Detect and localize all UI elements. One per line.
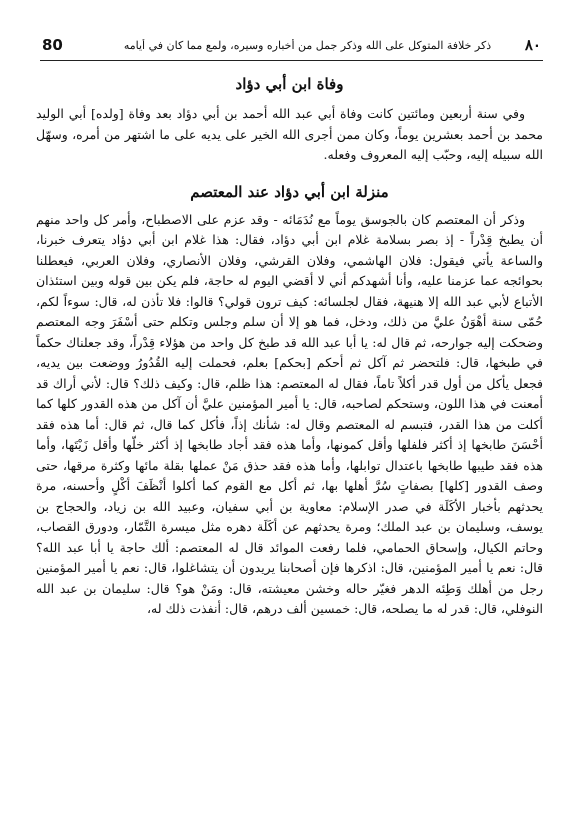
section-paragraph: وفي سنة أربعين ومائتين كانت وفاة أبي عبد الله أحمد بن أبي دؤاد بعد وفاة [ولده] أبي الوليد محمد بن أحمد بعشرين يوماً، وكان ممن أجرى الله الخير على يديه على ما اشتهر من أمره، وسهّل الله سبيله إليه، وحبّب إليه المعروف وفعله. — [36, 106, 543, 162]
section-title: منزلة ابن أبي دؤاد عند المعتصم — [190, 182, 389, 201]
section-death-of-ibn-abi-duad — [36, 70, 543, 166]
section-paragraph: وذكر أن المعتصم كان بالجوسق يوماً مع نُدَمَائه - وقد عزم على الاصطباح، وأمر كل واحد منهم أن يطبخ قِدْراً - إذ بصر بسلامة غلام ابن أبي دؤاد، فقال: هذا غلام ابن أبي دؤاد يتعرف خبرنا، والساعة يأتي فيقول: فلان الهاشمي، وفلان القرشي، وفلان الأنصاري، وفلان العربي، فيعطلنا بحوائجه عما عزمنا عليه، وأنا أشهدكم أني لا أقضي اليوم له حاجة، فلم يكن بين قوله وبين استئذان الأتباع لأبي عبد الله إلا هنيهة، فقال لجلسائه: كيف ترون قولي؟ قالوا: فلا تأذن له، قال: سوءاً لكم، حُمّى سنة أهْوَنُ عليَّ من ذلك، ودخل، فما هو إلا أن سلم وجلس وتكلم حتى أسْفَرَ وجه المعتصم وضحكت إليه جوارحه، ثم قال له: يا أبا عبد الله قد طبخ كل واحد من هؤلاء قِدْراً، وقد جعلناك حكماً في طبخها، قال: فلتحضر ثم آكل ثم أحكم [بحكم] بعلم، فحملت إليه القُدُورُ ووضعت بين يديه، فجعل يأكل من أول قدر أكلاً تاماً، فقال له المعتصم: هذا ظلم، قال: وكيف ذلك؟ قال: لأني أراك قد أمعنت في هذا اللون، وستحكم لصاحبه، قال: يا أمير المؤمنين عليَّ أن آكل من هذه القدور كلها كما أكلت من هذا القدر، فتبسم له المعتصم وقال له: شأنك إذاً، فأكل كما قال، ثم قال: أما هذه فقد أحْسَنَ طابخها إذ أكثر فلفلها وأقل كمونها، وأما هذه فقد أجاد طابخها إذ أكثر خلّها وأقل زَيْتَها، وأما هذه فقد طيبها طابخها باعتدال توابلها، وأما هذه فقد حذق مَنْ عملها بقلة مائها وكثرة مرقها، حتى وصف القدور [كلها] بصفاتٍ سُرَّ أهلها بها، ثم أكل مع القوم كما أكلوا أنْظَفَ أكْلٍ وأحسنه، مرة يحدثهم بأخبار الأكَلَة في صدر الإسلام: معاوية بن أبي سفيان، وعبيد الله بن زياد، والحجاج بن يوسف، وسليمان بن عبد الملك؛ ومرة يحدثهم عن أكَلَة دهره مثل ميسرة التَّمّار، ودورق القصاب، وحاتم الكيال، وإسحاق الحمامي، فلما رفعت الموائد قال له المعتصم: ألك حاجة يا أبا عبد الله؟ قال: نعم يا أمير المؤمنين، قال: اذكرها فإن أصحابنا يريدون أن يتشاغلوا، قال: نعم يا أمير المؤمنين رجل من أهلك وَطِئه الدهر فغيّر حاله وخشن معيشته، قال: ومَنْ هو؟ قال: سليمان بن عبد الله النوفلي، قال: قدر له ما يصلحه، قال: خمسين ألف درهم، قال: أنفذت ذلك له، — [36, 211, 543, 616]
page-content — [36, 70, 543, 620]
page-number-arabic: ٨٠ — [524, 36, 541, 54]
section-title: وفاة ابن أبي دؤاد — [235, 75, 344, 93]
section-status-with-mutasim — [36, 178, 543, 620]
running-header — [40, 36, 543, 61]
page-number-latin: 80 — [42, 36, 63, 54]
running-title: ذكر خلافة المتوكل على الله وذكر جمل من أخباره وسيره، ولمع مما كان في أيامه — [123, 39, 492, 52]
